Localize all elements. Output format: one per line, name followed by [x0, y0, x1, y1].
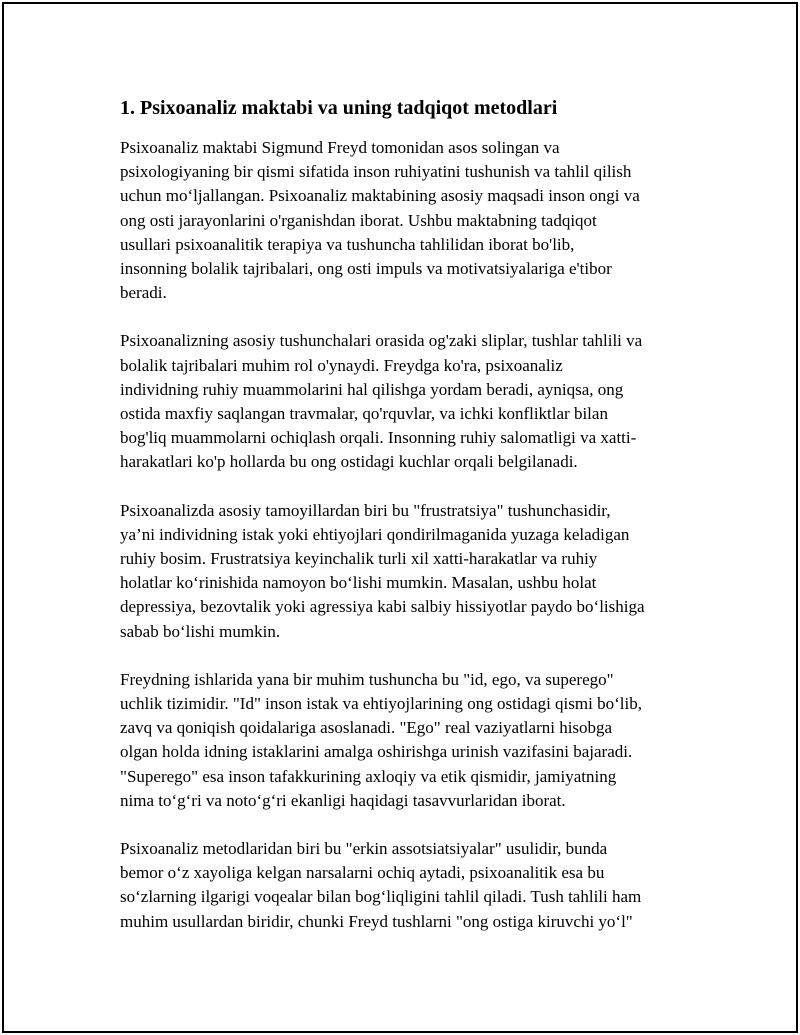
paragraph-line: olgan holda idning istaklarini amalga oshirishga urinish vazifasini bajaradi.: [120, 742, 633, 762]
paragraph-line: Freydning ishlarida yana bir muhim tushuncha bu "id, ego, va superego": [120, 669, 614, 689]
paragraph-line: Psixoanalizda asosiy tamoyillardan biri bu "frustratsiya" tushunchasidir,: [120, 500, 611, 520]
paragraph-line: Psixoanaliz metodlaridan biri bu "erkin assotsiatsiyalar" usulidir, bunda: [120, 839, 608, 859]
paragraph-line: usullari psixoanalitik terapiya va tushuncha tahlilidan iborat bo'lib,: [120, 234, 575, 254]
paragraph-1: [120, 136, 700, 305]
paragraph-line: ya’ni individning istak yoki ehtiyojlari qondirilmaganida yuzaga keladigan: [120, 524, 630, 544]
paragraph-line: bog'liq muammolarni ochiqlash orqali. Insonning ruhiy salomatligi va xatti-: [120, 428, 637, 448]
paragraph-3: [120, 499, 700, 644]
paragraph-line: depressiya, bezovtalik yoki agressiya kabi salbiy hissiyotlar paydo bo‘lishiga: [120, 597, 645, 617]
paragraph-line: harakatlari ko'p hollarda bu ong ostidagi kuchlar orqali belgilanadi.: [120, 452, 578, 472]
paragraph-line: bolalik tajribalari muhim rol o'ynaydi. Freydga ko'ra, psixoanaliz: [120, 355, 563, 375]
paragraph-4: [120, 668, 700, 813]
paragraph-line: "Superego" esa inson tafakkurining axloqiy va etik qismidir, jamiyatning: [120, 766, 617, 786]
paragraphs-container: [120, 136, 700, 934]
paragraph-line: zavq va qoniqish qoidalariga asoslanadi. "Ego" real vaziyatlarni hisobga: [120, 718, 613, 738]
paragraph-line: Psixoanalizning asosiy tushunchalari orasida og'zaki sliplar, tushlar tahlili va: [120, 331, 643, 351]
paragraph-5: [120, 837, 700, 934]
paragraph-line: nima to‘g‘ri va noto‘g‘ri ekanligi haqidagi tasavvurlaridan iborat.: [120, 790, 566, 810]
paragraph-line: so‘zlarning ilgarigi voqealar bilan bog‘liqligini tahlil qiladi. Tush tahlili ham: [120, 887, 642, 907]
paragraph-line: ostida maxfiy saqlangan travmalar, qo'rquvlar, va ichki konfliktlar bilan: [120, 404, 608, 424]
paragraph-line: Psixoanaliz maktabi Sigmund Freyd tomonidan asos solingan va: [120, 138, 560, 157]
paragraph-line: ruhiy bosim. Frustratsiya keyinchalik turli xil xatti-harakatlar va ruhiy: [120, 549, 598, 569]
document-content: [120, 94, 700, 958]
paragraph-line: beradi.: [120, 283, 167, 303]
paragraph-line: muhim usullardan biridir, chunki Freyd tushlarni "ong ostiga kiruvchi yo‘l": [120, 911, 633, 931]
paragraph-line: individning ruhiy muammolarini hal qilishga yordam beradi, ayniqsa, ong: [120, 379, 624, 399]
page-frame: [2, 2, 798, 1033]
paragraph-line: uchlik tizimidir. "Id" inson istak va ehtiyojlarining ong ostidagi qismi bo‘lib,: [120, 694, 642, 714]
paragraph-line: insonning bolalik tajribalari, ong osti impuls va motivatsiyalariga e'tibor: [120, 259, 612, 279]
paragraph-2: [120, 329, 700, 474]
paragraph-line: holatlar ko‘rinishida namoyon bo‘lishi mumkin. Masalan, ushbu holat: [120, 573, 597, 593]
paragraph-line: sabab bo‘lishi mumkin.: [120, 621, 281, 641]
paragraph-line: psixologiyaning bir qismi sifatida inson ruhiyatini tushunish va tahlil qilish: [120, 162, 632, 182]
paragraph-line: ong osti jarayonlarini o'rganishdan iborat. Ushbu maktabning tadqiqot: [120, 210, 597, 230]
paragraph-line: uchun mo‘ljallangan. Psixoanaliz maktabining asosiy maqsadi inson ongi va: [120, 186, 640, 206]
section-heading: 1. Psixoanaliz maktabi va uning tadqiqot metodlari: [120, 97, 558, 119]
paragraph-line: bemor o‘z xayoliga kelgan narsalarni ochiq aytadi, psixoanalitik esa bu: [120, 863, 605, 883]
